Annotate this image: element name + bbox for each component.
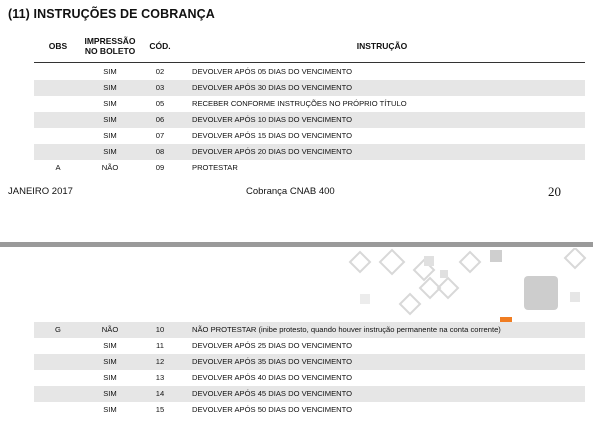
row-instrucao: NÃO PROTESTAR (inibe protesto, quando houver instrução permanente na conta corrente) (192, 325, 501, 334)
table-header (34, 30, 585, 63)
row-cod: 15 (155, 405, 165, 414)
header-impressao (82, 30, 138, 62)
row-cod: 05 (155, 99, 165, 108)
row-obs (34, 128, 82, 144)
row-obs (34, 144, 82, 160)
table-row (34, 96, 585, 112)
row-impressao: SIM (103, 99, 117, 108)
row-impressao: SIM (103, 131, 117, 140)
row-cod: 13 (155, 373, 165, 382)
row-impressao: NÃO (101, 163, 119, 172)
page-number: 20 (548, 184, 561, 199)
row-instrucao: DEVOLVER APÓS 10 DIAS DO VENCIMENTO (192, 115, 353, 124)
table-row (34, 128, 585, 144)
row-instrucao: DEVOLVER APÓS 25 DIAS DO VENCIMENTO (192, 341, 353, 350)
table-row (34, 386, 585, 402)
row-impressao: SIM (103, 389, 117, 398)
table-body-page2 (34, 322, 585, 418)
row-instrucao: DEVOLVER APÓS 40 DIAS DO VENCIMENTO (192, 373, 353, 382)
table-row (34, 370, 585, 386)
row-cod: 11 (156, 341, 164, 350)
row-obs (34, 370, 82, 386)
row-instrucao: RECEBER CONFORME INSTRUÇÕES NO PRÓPRIO TÍTULO (192, 99, 407, 108)
row-impressao: NÃO (101, 325, 119, 334)
header-impressao-line2: NO BOLETO (84, 46, 136, 56)
decorative-pattern (340, 248, 593, 328)
table-row (34, 144, 585, 160)
row-cod: 07 (155, 131, 165, 140)
row-cod: 03 (155, 83, 165, 92)
row-impressao: SIM (103, 373, 117, 382)
page-break-divider (0, 242, 593, 247)
row-cod: 08 (155, 147, 165, 156)
row-cod: 14 (155, 389, 165, 398)
row-impressao: SIM (103, 341, 117, 350)
row-obs (34, 80, 82, 96)
row-instrucao: PROTESTAR (192, 163, 238, 172)
footer-date: JANEIRO 2017 (8, 186, 73, 197)
row-obs (34, 96, 82, 112)
table-row (34, 160, 585, 176)
row-cod: 09 (155, 163, 165, 172)
header-obs: OBS (48, 41, 68, 51)
row-cod: 12 (155, 357, 165, 366)
row-instrucao: DEVOLVER APÓS 20 DIAS DO VENCIMENTO (192, 147, 353, 156)
row-instrucao: DEVOLVER APÓS 30 DIAS DO VENCIMENTO (192, 83, 353, 92)
row-obs: G (55, 325, 61, 334)
row-impressao: SIM (103, 115, 117, 124)
row-obs (34, 338, 82, 354)
table-row (34, 354, 585, 370)
row-cod: 02 (155, 67, 165, 76)
row-instrucao: DEVOLVER APÓS 15 DIAS DO VENCIMENTO (192, 131, 353, 140)
row-obs (34, 386, 82, 402)
table-row (34, 402, 585, 418)
row-instrucao: DEVOLVER APÓS 50 DIAS DO VENCIMENTO (192, 405, 353, 414)
row-obs (34, 354, 82, 370)
row-obs (34, 64, 82, 80)
table-row (34, 322, 585, 338)
footer-doc-title: Cobrança CNAB 400 (246, 186, 335, 197)
row-cod: 06 (155, 115, 165, 124)
row-obs (34, 402, 82, 418)
header-instrucao: INSTRUÇÃO (356, 41, 408, 51)
row-instrucao: DEVOLVER APÓS 45 DIAS DO VENCIMENTO (192, 389, 353, 398)
row-impressao: SIM (103, 405, 117, 414)
table-row (34, 112, 585, 128)
section-title: (11) INSTRUÇÕES DE COBRANÇA (8, 7, 215, 21)
row-impressao: SIM (103, 67, 117, 76)
header-impressao-line1: IMPRESSÃO (84, 36, 136, 46)
table-row (34, 80, 585, 96)
table-row (34, 338, 585, 354)
row-instrucao: DEVOLVER APÓS 05 DIAS DO VENCIMENTO (192, 67, 353, 76)
row-impressao: SIM (103, 357, 117, 366)
header-cod: CÓD. (149, 41, 171, 51)
row-impressao: SIM (103, 147, 117, 156)
row-impressao: SIM (103, 83, 117, 92)
row-instrucao: DEVOLVER APÓS 35 DIAS DO VENCIMENTO (192, 357, 353, 366)
row-obs (34, 112, 82, 128)
table-body-page1 (34, 64, 585, 176)
row-cod: 10 (155, 325, 165, 334)
table-row (34, 64, 585, 80)
row-obs: A (55, 163, 61, 172)
